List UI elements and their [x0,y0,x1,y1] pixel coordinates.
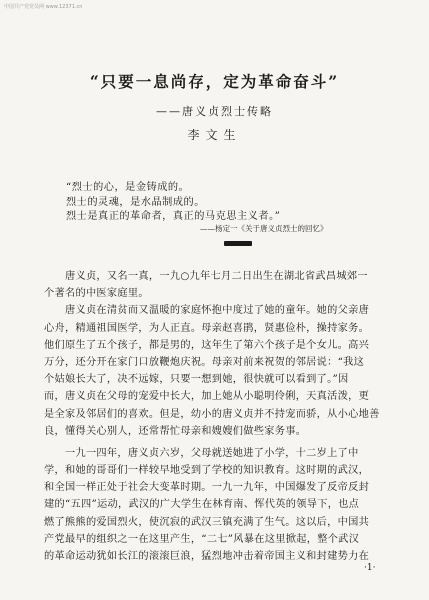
subtitle: ——唐义贞烈士传略 [156,105,273,118]
page-number: ·1· [364,563,376,573]
epigraph-line: “烈士的心，是金铸成的。 [66,182,190,193]
section-number [224,241,252,246]
text-line: 唐义贞，又名一真，一九○九年七月二日出生在湖北省武昌城郊一 [44,271,368,282]
text-line: 万分，还分开在家门口放鞭炮庆祝。母亲对前来祝贺的邻居说：“我这 [44,356,365,368]
epigraph-source: ——杨定一《关于唐义贞烈士的回忆》 [200,224,328,233]
page-title: “只要一息尚存，定为革命奋斗” [89,72,340,91]
text-line: 个姑娘长大了，决不远嫁，只要一想到她，很快就可以看到了。”因 [44,374,349,386]
text-line: 的革命运动犹如长江的滚滚巨浪，猛烈地冲击着帝国主义和封建势力在 [44,551,370,562]
text-line: 心舟，精通祖国医学，为人正直。母亲赵喜鹃，贤惠俭朴，操持家务。 [44,322,370,334]
text-line: 建的“五四”运动，武汉的广大学生在林育南、恽代英的领导下，也点 [44,499,360,511]
text-line: 燃了熊熊的爱国烈火，使沉寂的武汉三镇充满了生气。这以后，中国共 [44,516,370,528]
text-line: 学，和她的哥哥们一样较早地受到了学校的知识教育。这时期的武汉， [44,465,370,477]
text-line: 产党最早的组织之一在这里产生，“二七”风暴在这里掀起，整个武汉 [44,533,360,545]
watermark: 中国共产党党员网 www.12371.cn [4,4,83,10]
body-text [44,268,404,565]
text-line: 而，唐义贞在父母的宠爱中长大，加上她从小聪明伶俐，天真活泼，更 [44,391,370,403]
text-line: 和全国一样正处于社会大变革时期。一九一九年，中国爆发了反帝反封 [44,482,370,494]
author: 李文生 [187,128,242,142]
text-line: 他们原生了五个孩子，都是男的，这年生了第六个孩子是个女儿。高兴 [44,339,370,351]
text-line: 一九一四年，唐义贞六岁，父母就送她进了小学，十二岁上了中 [44,447,359,459]
text-line: 唐义贞在清贫而又温暖的家庭怀抱中度过了她的童年。她的父亲唐 [44,305,370,317]
text-line: 是全家及邻居们的喜欢。但是，幼小的唐义贞并不持宠而骄，从小心地善 [44,408,380,420]
epigraph [66,181,386,225]
epigraph-line: 烈士是真正的革命者，真正的马克思主义者。” [66,211,281,222]
text-line: 个著名的中医家庭里。 [44,288,149,300]
epigraph-line: 烈士的灵魂，是水晶制成的。 [66,196,205,208]
text-line: 良，懂得关心别人，还常帮忙母亲和嫂嫂们做些家务事。 [44,425,307,437]
